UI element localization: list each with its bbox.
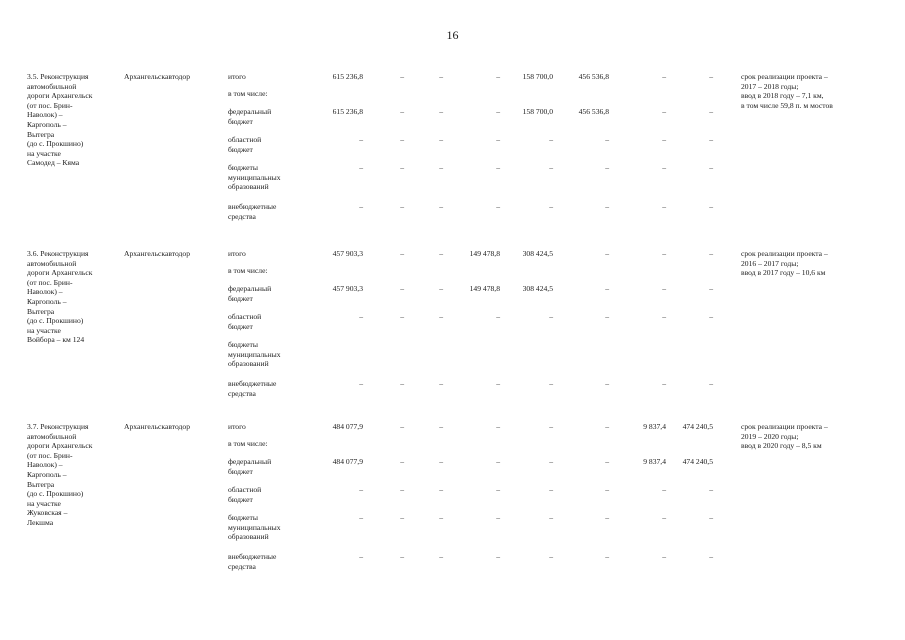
funding-value: – [709, 135, 713, 144]
funding-source-label: внебюджетные средства [228, 552, 277, 571]
funding-source-label: внебюджетные средства [228, 379, 277, 398]
funding-value: – [549, 485, 553, 494]
funding-value: – [359, 202, 363, 211]
funding-value: – [605, 163, 609, 172]
funding-value: – [439, 422, 443, 431]
funding-source-label: итого [228, 72, 246, 81]
funding-value: 474 240,5 [682, 457, 713, 466]
funding-value: 158 700,0 [522, 72, 553, 81]
funding-value: – [662, 135, 666, 144]
funding-value: – [439, 135, 443, 144]
funding-value: 9 837,4 [643, 457, 666, 466]
funding-value: – [400, 485, 404, 494]
funding-value: – [662, 107, 666, 116]
funding-source-label: итого [228, 249, 246, 258]
funding-value: – [496, 107, 500, 116]
funding-value: – [549, 457, 553, 466]
funding-source-label: в том числе: [228, 439, 268, 448]
funding-value: – [439, 249, 443, 258]
project-title: 3.5. Реконструкция автомобильной дороги Архангельск (от пос. Брин- Наволок) – Каргополь – Вытегра (до с. Прокшино) на участке Самодед – Кяма [27, 72, 93, 168]
funding-value: – [496, 513, 500, 522]
funding-value: – [549, 422, 553, 431]
funding-value: – [359, 312, 363, 321]
funding-value: – [662, 72, 666, 81]
funding-value: 615 236,8 [332, 72, 363, 81]
funding-source-label: в том числе: [228, 89, 268, 98]
funding-value: – [400, 163, 404, 172]
funding-value: – [359, 485, 363, 494]
funding-value: 615 236,8 [332, 107, 363, 116]
funding-value: 308 424,5 [522, 284, 553, 293]
funding-source-label: федеральный бюджет [228, 457, 272, 476]
funding-value: – [439, 202, 443, 211]
funding-source-label: итого [228, 422, 246, 431]
funding-value: 456 536,8 [578, 107, 609, 116]
funding-value: – [439, 163, 443, 172]
funding-source-label: бюджеты муниципальных образований [228, 163, 281, 192]
funding-value: – [400, 457, 404, 466]
funding-value: – [549, 135, 553, 144]
funding-value: – [400, 552, 404, 561]
project-title: 3.6. Реконструкция автомобильной дороги Архангельск (от пос. Брин- Наволок) – Каргополь – Вытегра (до с. Прокшино) на участке Войбора – км 124 [27, 249, 93, 345]
funding-value: – [496, 312, 500, 321]
funding-value: – [359, 135, 363, 144]
funding-value: – [400, 379, 404, 388]
funding-value: – [359, 552, 363, 561]
funding-source-label: областной бюджет [228, 485, 262, 504]
funding-value: – [605, 485, 609, 494]
funding-value: – [605, 249, 609, 258]
funding-value: – [496, 457, 500, 466]
funding-value: – [709, 379, 713, 388]
funding-value: – [605, 552, 609, 561]
funding-value: – [439, 513, 443, 522]
funding-value: – [605, 513, 609, 522]
funding-source-label: бюджеты муниципальных образований [228, 513, 281, 542]
funding-value: – [439, 284, 443, 293]
funding-value: – [400, 513, 404, 522]
funding-source-label: бюджеты муниципальных образований [228, 340, 281, 369]
funding-value: – [662, 284, 666, 293]
funding-value: – [662, 552, 666, 561]
funding-value: – [400, 422, 404, 431]
funding-value: – [549, 379, 553, 388]
funding-source-label: внебюджетные средства [228, 202, 277, 221]
funding-value: – [439, 107, 443, 116]
funding-value: – [662, 163, 666, 172]
funding-value: – [605, 284, 609, 293]
funding-value: – [549, 163, 553, 172]
funding-value: – [549, 552, 553, 561]
funding-value: – [359, 163, 363, 172]
funding-value: – [605, 457, 609, 466]
funding-value: – [709, 107, 713, 116]
funding-value: – [662, 485, 666, 494]
funding-value: 158 700,0 [522, 107, 553, 116]
funding-value: – [496, 202, 500, 211]
funding-value: – [709, 552, 713, 561]
funding-value: – [709, 284, 713, 293]
funding-value: – [662, 312, 666, 321]
funding-value: – [709, 163, 713, 172]
funding-value: 474 240,5 [682, 422, 713, 431]
funding-value: – [439, 552, 443, 561]
funding-value: – [496, 72, 500, 81]
funding-value: – [496, 163, 500, 172]
funding-value: – [439, 72, 443, 81]
funding-value: 484 077,9 [332, 422, 363, 431]
funding-value: – [439, 312, 443, 321]
project-note: срок реализации проекта – 2016 – 2017 годы; ввод в 2017 году – 10,6 км [741, 249, 828, 278]
funding-value: – [605, 312, 609, 321]
funding-value: – [400, 284, 404, 293]
funding-value: – [439, 485, 443, 494]
funding-value: – [709, 312, 713, 321]
funding-value: 149 478,8 [469, 284, 500, 293]
page-number: 16 [446, 28, 459, 42]
funding-value: – [496, 135, 500, 144]
funding-value: – [400, 107, 404, 116]
funding-value: – [709, 72, 713, 81]
funding-value: – [605, 202, 609, 211]
funding-value: 457 903,3 [332, 284, 363, 293]
funding-value: – [709, 249, 713, 258]
funding-value: – [496, 485, 500, 494]
funding-value: 484 077,9 [332, 457, 363, 466]
funding-value: – [359, 513, 363, 522]
funding-value: – [549, 513, 553, 522]
funding-source-label: областной бюджет [228, 312, 262, 331]
project-note: срок реализации проекта – 2019 – 2020 годы; ввод в 2020 году – 8,5 км [741, 422, 828, 451]
project-title: 3.7. Реконструкция автомобильной дороги Архангельск (от пос. Брин- Наволок) – Каргополь – Вытегра (до с. Прокшино) на участке Жуковская – Лекшма [27, 422, 93, 527]
funding-value: 308 424,5 [522, 249, 553, 258]
project-organization: Архангельскавтодор [124, 422, 191, 431]
funding-value: 456 536,8 [578, 72, 609, 81]
funding-value: – [662, 513, 666, 522]
funding-value: – [662, 379, 666, 388]
funding-value: – [549, 312, 553, 321]
funding-source-label: федеральный бюджет [228, 284, 272, 303]
funding-value: – [400, 202, 404, 211]
funding-source-label: федеральный бюджет [228, 107, 272, 126]
funding-value: – [549, 202, 553, 211]
funding-value: – [496, 422, 500, 431]
funding-value: – [709, 202, 713, 211]
funding-value: – [709, 485, 713, 494]
funding-value: – [400, 135, 404, 144]
funding-value: – [662, 249, 666, 258]
funding-value: – [496, 379, 500, 388]
funding-source-label: областной бюджет [228, 135, 262, 154]
funding-value: – [439, 379, 443, 388]
project-organization: Архангельскавтодор [124, 72, 191, 81]
project-note: срок реализации проекта – 2017 – 2018 годы; ввод в 2018 году – 7,1 км, в том числе 59,8 п. м мостов [741, 72, 833, 110]
funding-value: – [662, 202, 666, 211]
funding-source-label: в том числе: [228, 266, 268, 275]
funding-value: – [439, 457, 443, 466]
funding-value: – [400, 312, 404, 321]
funding-value: 9 837,4 [643, 422, 666, 431]
funding-value: 149 478,8 [469, 249, 500, 258]
project-organization: Архангельскавтодор [124, 249, 191, 258]
funding-value: – [400, 72, 404, 81]
funding-value: – [496, 552, 500, 561]
funding-value: 457 903,3 [332, 249, 363, 258]
funding-value: – [605, 379, 609, 388]
funding-value: – [359, 379, 363, 388]
funding-value: – [709, 513, 713, 522]
funding-value: – [400, 249, 404, 258]
funding-value: – [605, 422, 609, 431]
funding-value: – [605, 135, 609, 144]
